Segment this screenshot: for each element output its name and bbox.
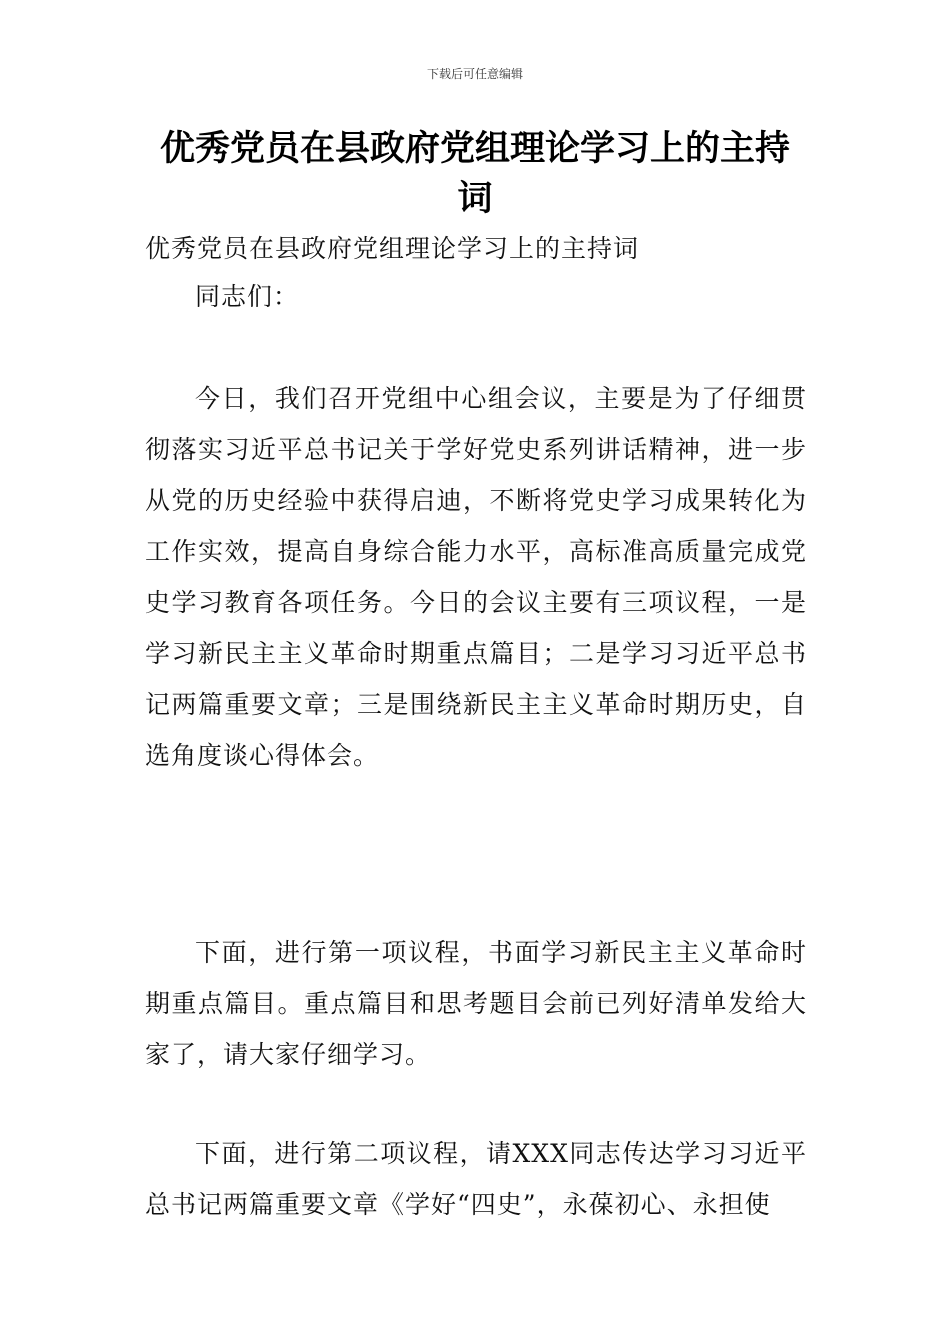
paragraph-spacer bbox=[145, 321, 807, 373]
document-title: 优秀党员在县政府党组理论学习上的主持词 bbox=[159, 129, 790, 219]
greeting: 同志们： bbox=[195, 282, 300, 311]
document-body bbox=[145, 225, 807, 1230]
paragraph-opening: 今日，我们召开党组中心组会议，主要是为了仔细贯彻落实习近平总书记关于学好党史系列讲话精神，进一步从党的历史经验中获得启迪，不断将党史学习成果转化为工作实效，提高自身综合能力水平，高标准高质量完成党史学习教育各项任务。今日的会议主要有三项议程，一是学习新民主主义革命时期重点篇目；二是学习习近平总书记两篇重要文章；三是围绕新民主主义革命时期历史，自选角度谈心得体会。 bbox=[145, 384, 807, 770]
header-note: 下载后可任意编辑 bbox=[426, 67, 523, 81]
document-subtitle: 优秀党员在县政府党组理论学习上的主持词 bbox=[145, 234, 640, 263]
paragraph-agenda-one: 下面，进行第一项议程，书面学习新民主主义革命时期重点篇目。重点篇目和思考题目会前已列好清单发给大家了，请大家仔细学习。 bbox=[145, 938, 807, 1069]
paragraph-agenda-two: 下面，进行第二项议程，请XXX同志传达学习习近平总书记两篇重要文章《学好“四史”，永葆初心、永担使 bbox=[145, 1139, 807, 1219]
paragraph-spacer bbox=[145, 781, 807, 927]
paragraph-spacer bbox=[145, 1080, 807, 1128]
